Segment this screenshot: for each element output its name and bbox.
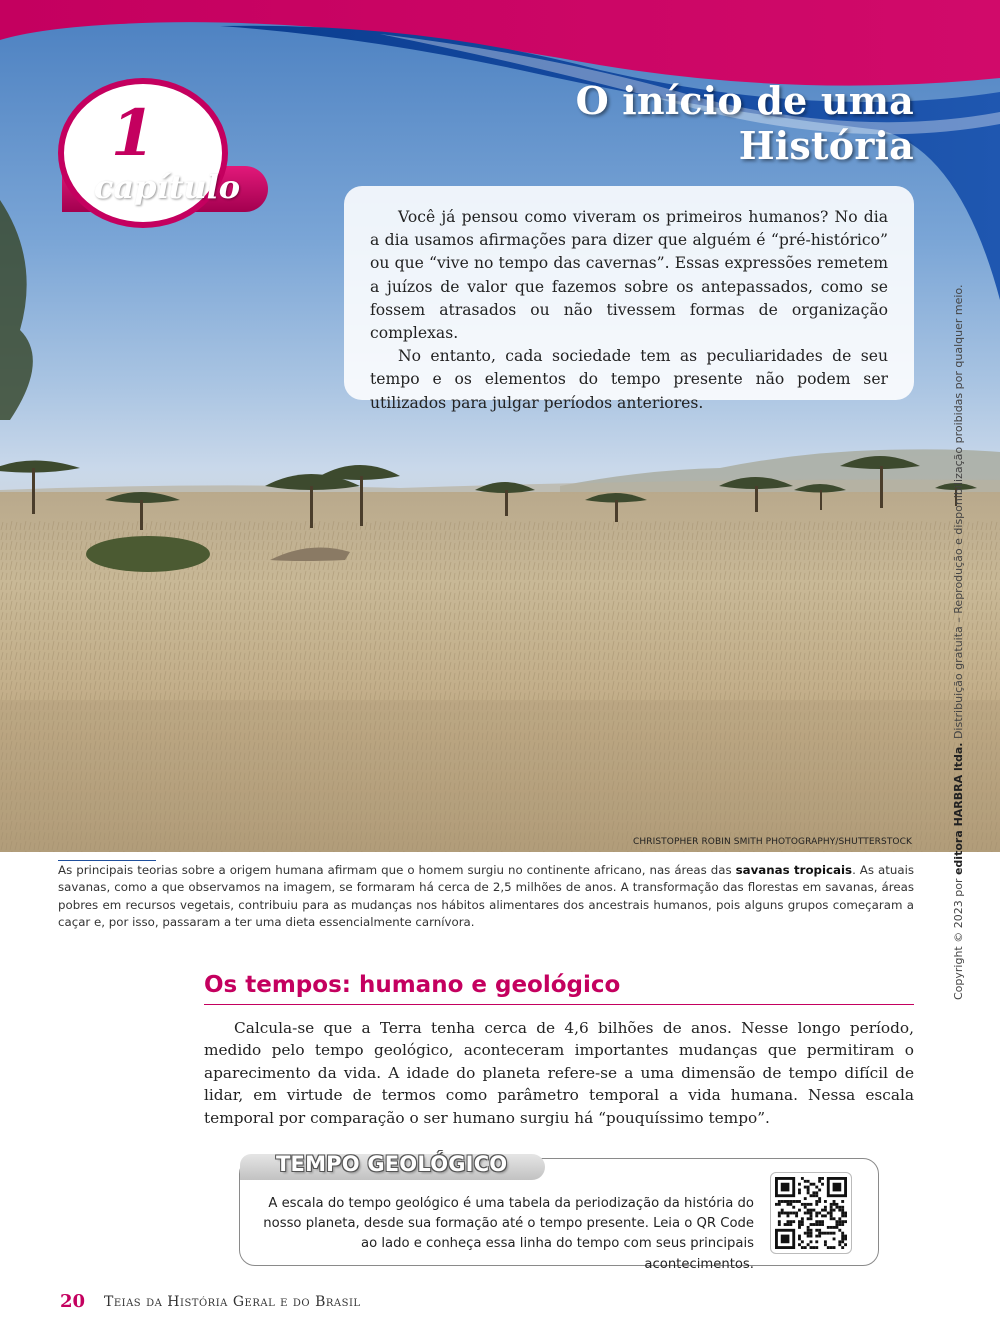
geo-box-title: TEMPO GEOLÓGICO: [276, 1152, 508, 1176]
caption-rule: [58, 860, 156, 861]
copyright-suffix: Distribuição gratuita – Reprodução e disponibilização proibidas por qualquer meio.: [952, 284, 965, 743]
section-title: Os tempos: humano e geológico: [204, 972, 621, 998]
page-number: 20: [60, 1291, 86, 1312]
copyright-notice: [952, 284, 965, 1000]
header-wave-magenta: [0, 0, 1000, 86]
chapter-number: 1: [110, 96, 156, 171]
bush: [86, 536, 210, 572]
caption-part-1: As principais teorias sobre a origem humana afirmam que o homem surgiu no continente africano, nas áreas das: [58, 863, 736, 877]
caption-part-2: . As atuais savanas, como a que observamos na imagem, se formaram há cerca de 2,5 milhões de anos. A transformação das florestas em savanas, áreas pobres em recursos vegetais, contribuiu para as mudanças nos hábitos alimentares dos ancestrais humanos, pois alguns grupos começaram a caçar e, por isso, passaram a ter uma dieta essencialmente carnívora.: [58, 863, 914, 930]
intro-paragraph-2: No entanto, cada sociedade tem as peculiaridades de seu tempo e os elementos do tempo presente não podem ser utilizados para julgar períodos anteriores.: [370, 347, 888, 412]
chapter-title: O início de uma História: [575, 78, 914, 168]
photo-caption: [58, 862, 914, 932]
section-rule: [204, 1004, 914, 1005]
running-head: Teias da História Geral e do Brasil: [104, 1294, 361, 1310]
geo-box-text: A escala do tempo geológico é uma tabela da periodização da história do nosso planeta, desde sua formação até o tempo presente. Leia o QR Code ao lado e conheça essa linha do tempo com seus principais acontecimentos.: [263, 1196, 754, 1272]
caption-bold-term: savanas tropicais: [735, 863, 853, 877]
photo-credit: CHRISTOPHER ROBIN SMITH PHOTOGRAPHY/SHUTTERSTOCK: [633, 837, 912, 847]
copyright-publisher: editora HARBRA ltda.: [952, 742, 965, 876]
qr-code-icon[interactable]: [770, 1172, 852, 1254]
copyright-prefix: Copyright © 2023 por: [952, 875, 965, 1000]
intro-paragraph-1: Você já pensou como viveram os primeiros humanos? No dia a dia usamos afirmações para dizer que alguém é “pré-histórico” ou que “vive no tempo das cavernas”. Essas expressões remetem a juízos de valor que fazemos sobre os antepassados, como se fossem atrasados ou não tivessem formas de organização complexas.: [370, 208, 888, 343]
intro-box: [344, 186, 914, 412]
chapter-label: capítulo: [93, 168, 241, 206]
section-body: Calcula-se que a Terra tenha cerca de 4,6 bilhões de anos. Nesse longo período, medido pelo tempo geológico, aconteceram importantes mudanças que permitiram o aparecimento da vida. A idade do planeta refere-se a uma dimensão de tempo difícil de lidar, em virtude de termos como parâmetro temporal a vida humana. Nessa escala temporal por comparação o ser humano surgiu há “pouquíssimo tempo”.: [204, 1019, 914, 1127]
